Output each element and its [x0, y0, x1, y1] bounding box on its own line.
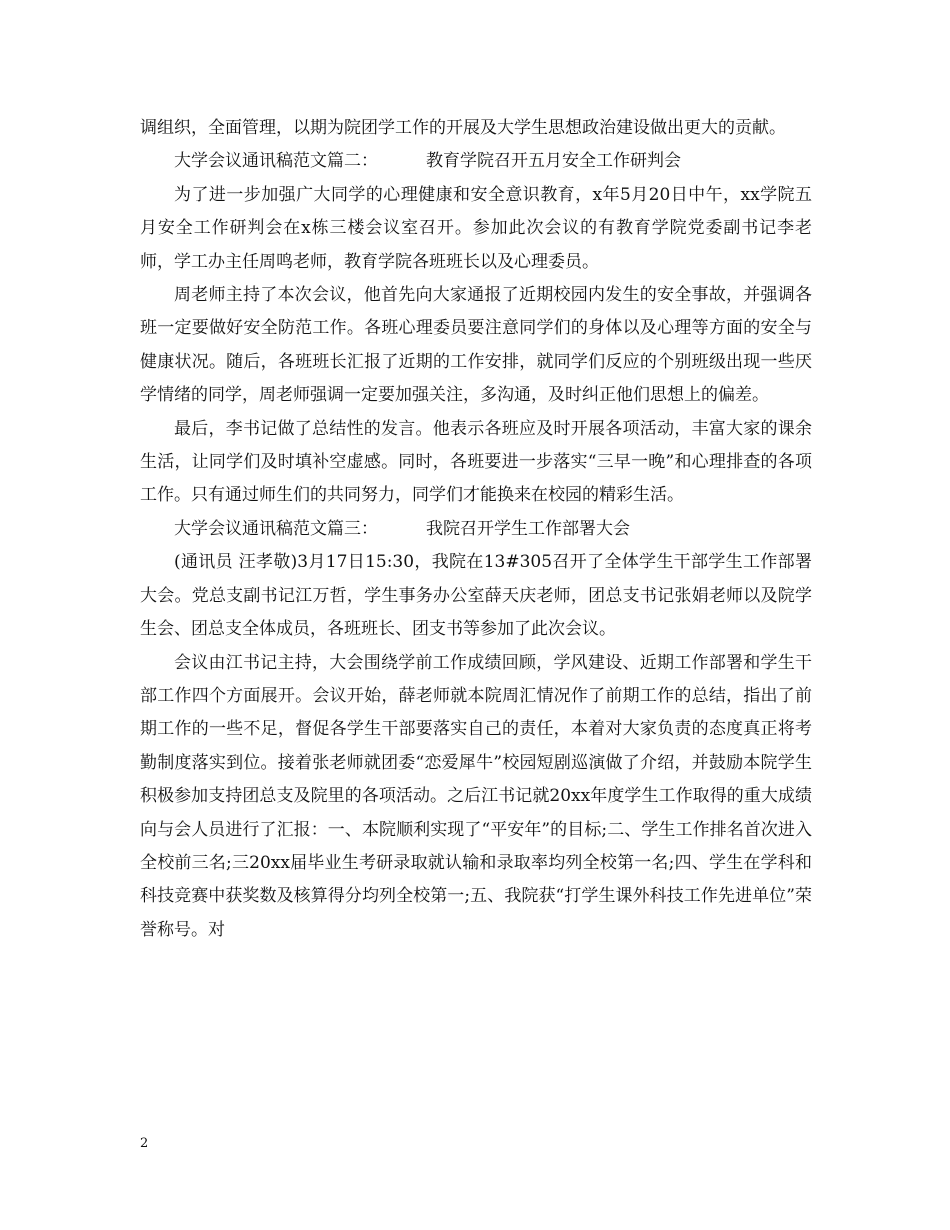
paragraph: 周老师主持了本次会议，他首先向大家通报了近期校园内发生的安全事故，并强调各班一定要做好安全防范工作。各班心理委员要注意同学们的身体以及心理等方面的安全与健康状况。随后，各班班长汇报了近期的工作安排，就同学们反应的个别班级出现一些厌学情绪的同学，周老师强调一定要加强关注，多沟通，及时纠正他们思想上的偏差。: [140, 285, 812, 406]
document-body: [140, 112, 812, 947]
section-heading-label: 大学会议通讯稿范文篇二：: [174, 151, 378, 172]
page-number: 2: [140, 1136, 149, 1151]
paragraph-continued: 调组织，全面管理，以期为院团学工作的开展及大学生思想政治建设做出更大的贡献。: [140, 118, 786, 138]
section-heading-title: 我院召开学生工作部署大会: [426, 518, 630, 539]
section-heading-2: [140, 145, 812, 178]
paragraph: 为了进一步加强广大同学的心理健康和安全意识教育，x年5月20日中午，xx学院五月安全工作研判会在x栋三楼会议室召开。参加此次会议的有教育学院党委副书记李老师，学工办主任周鸣老师，教育学院各班班长以及心理委员。: [140, 184, 812, 272]
section-heading-title: 教育学院召开五月安全工作研判会: [426, 151, 681, 172]
paragraph: 会议由江书记主持，大会围绕学前工作成绩回顾，学风建设、近期工作部署和学生干部工作四个方面展开。会议开始，薛老师就本院周汇情况作了前期工作的总结，指出了前期工作的一些不足，督促各学生干部要落实自己的责任，本着对大家负责的态度真正将考勤制度落实到位。接着张老师就团委“恋爱犀牛”校园短剧巡演做了介绍，并鼓励本院学生积极参加支持团总支及院里的各项活动。之后江书记就20xx年度学生工作取得的重大成绩向与会人员进行了汇报：一、本院顺利实现了“平安年”的目标;二、学生工作排名首次进入全校前三名;三20xx届毕业生考研录取就认输和录取率均列全校第一名;四、学生在学科和科技竞赛中获奖数及核算得分均列全校第一;五、我院获“打学生课外科技工作先进单位”荣誉称号。对: [140, 652, 812, 940]
section-heading-3: [140, 513, 812, 546]
paragraph: 最后，李书记做了总结性的发言。他表示各班应及时开展各项活动，丰富大家的课余生活，让同学们及时填补空虚感。同时，各班要进一步落实“三早一晚”和心理排查的各项工作。只有通过师生们的共同努力，同学们才能换来在校园的精彩生活。: [140, 418, 812, 506]
paragraph: (通讯员 汪孝敬)3月17日15:30，我院在13#305召开了全体学生干部学生工作部署大会。党总支副书记江万哲，学生事务办公室薛天庆老师，团总支书记张娟老师以及院学生会、团总支全体成员，各班班长、团支书等参加了此次会议。: [140, 552, 812, 640]
section-heading-label: 大学会议通讯稿范文篇三：: [174, 518, 378, 539]
